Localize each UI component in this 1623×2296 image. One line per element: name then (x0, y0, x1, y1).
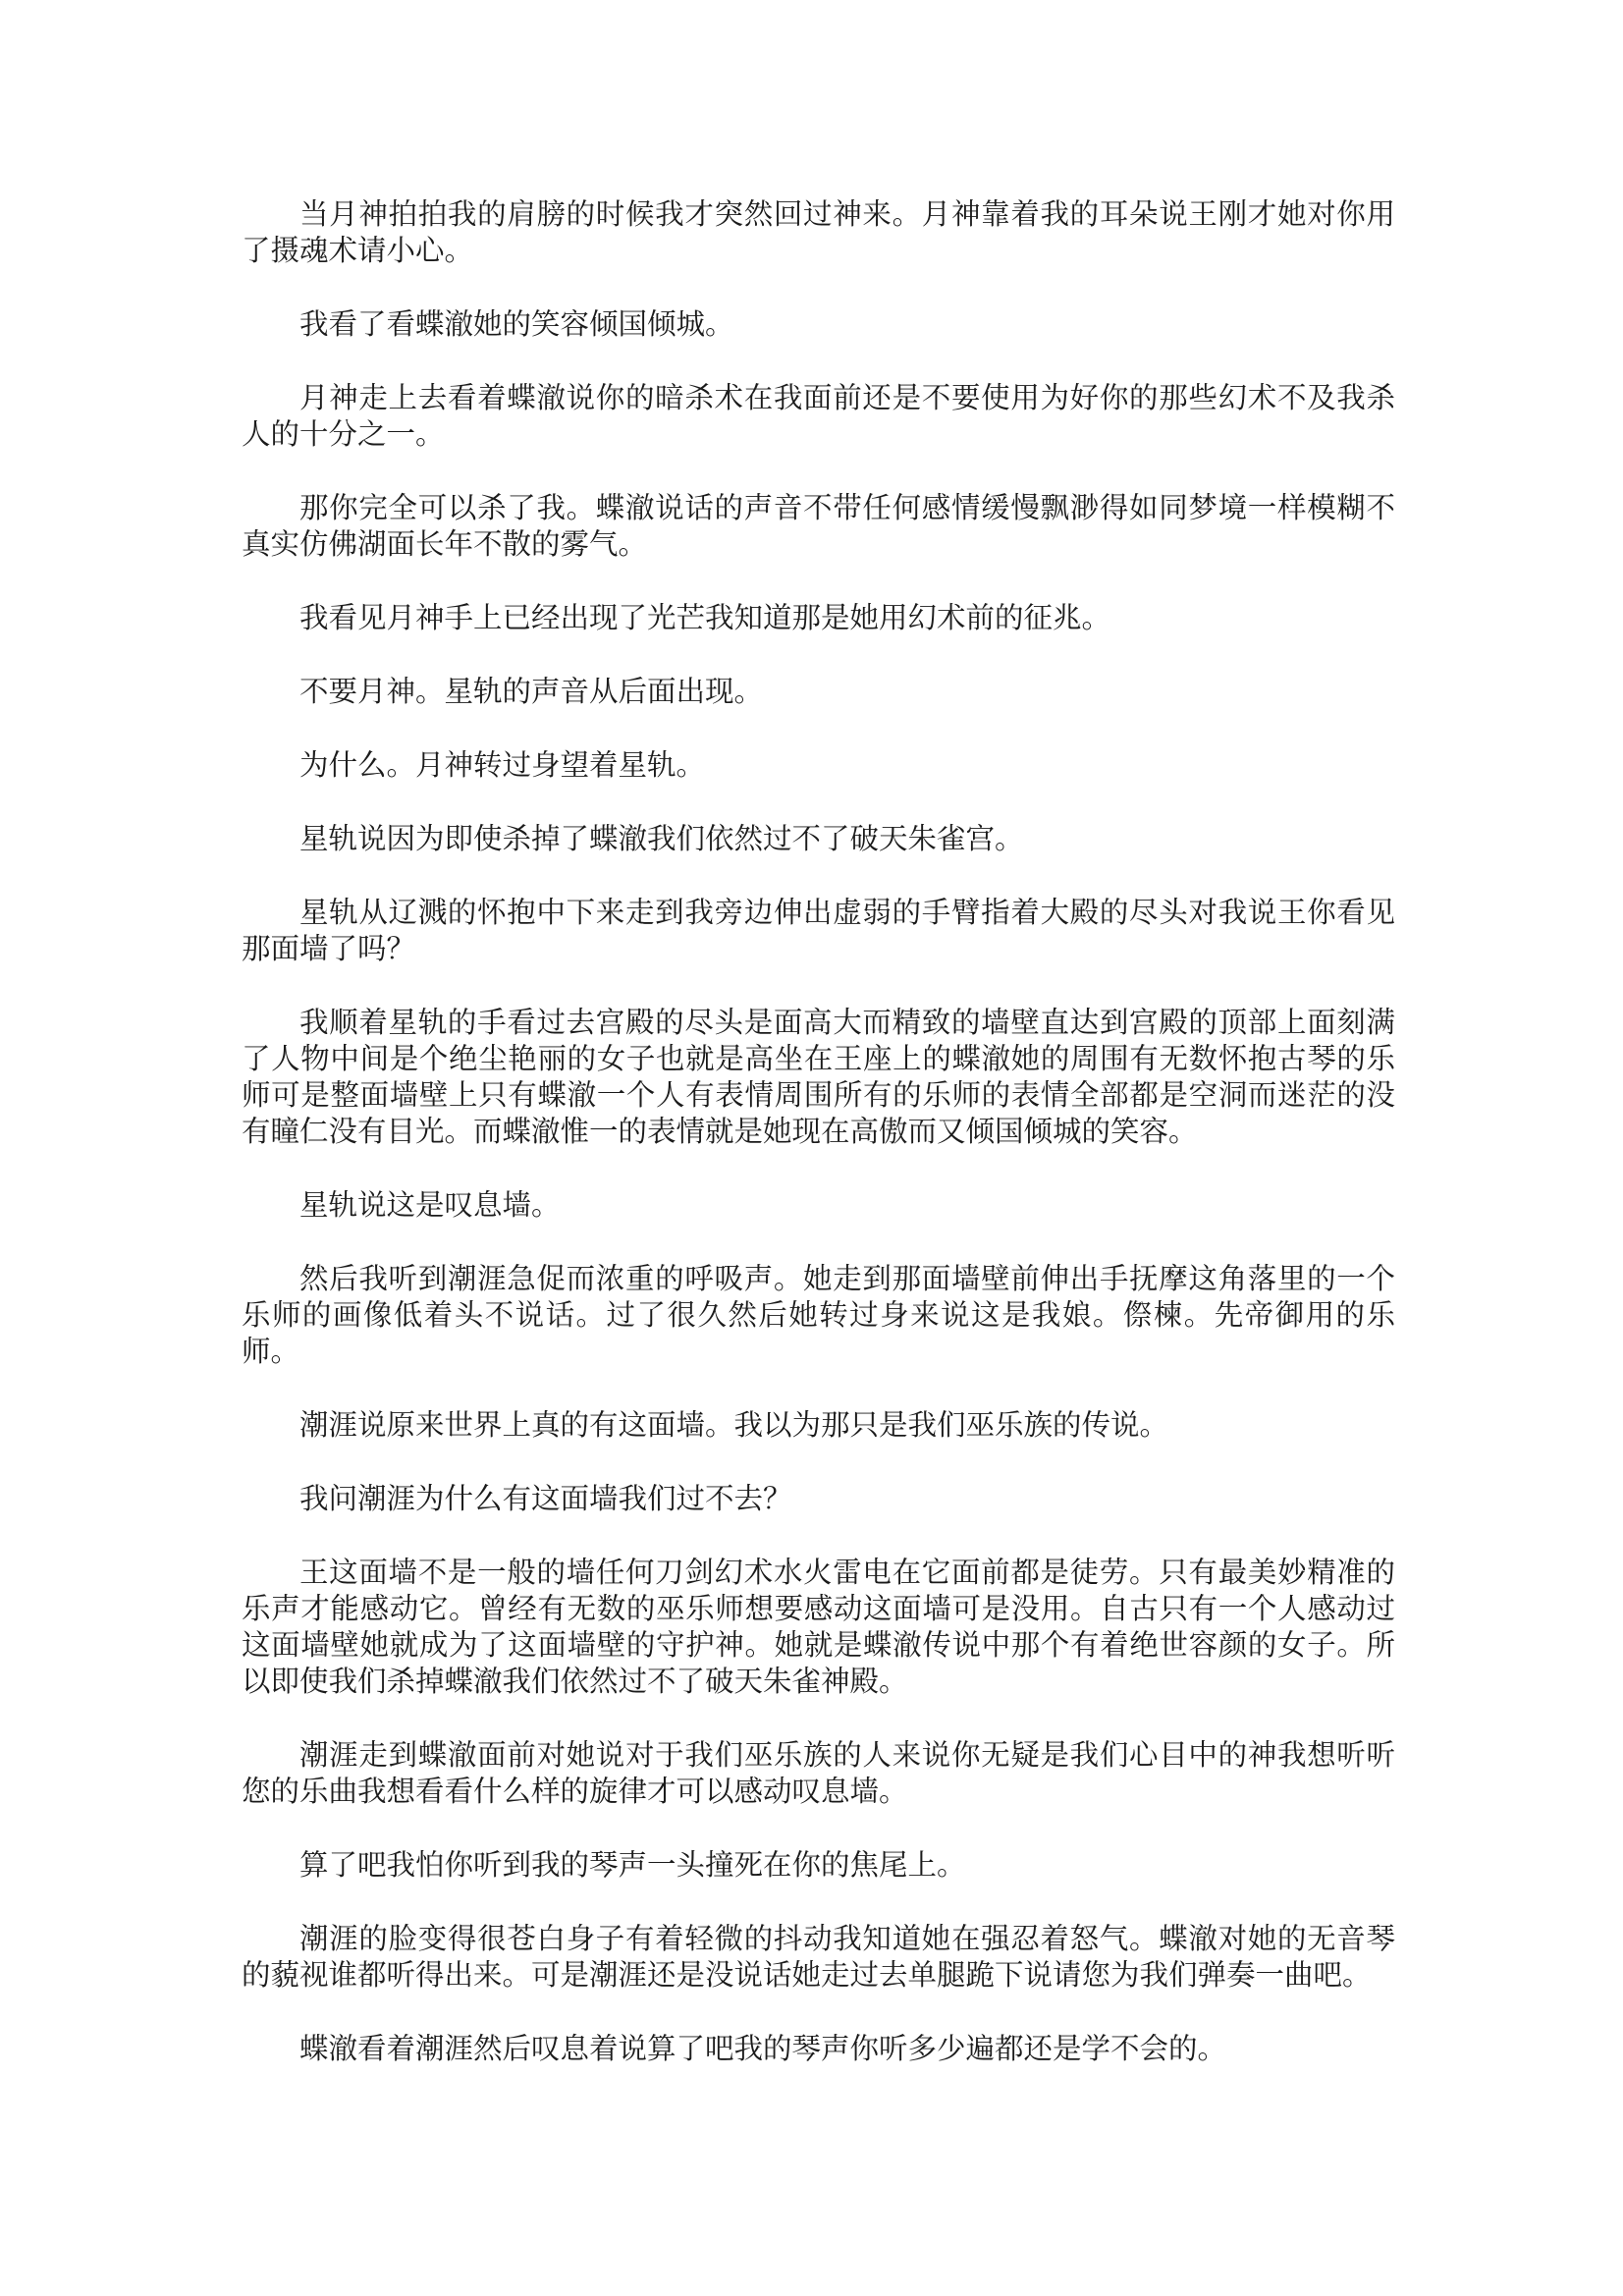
paragraph: 潮涯走到蝶澈面前对她说对于我们巫乐族的人来说你无疑是我们心目中的神我想听听您的乐曲我想看看什么样的旋律才可以感动叹息墙。 (242, 1740, 1395, 1808)
paragraph: 蝶澈看着潮涯然后叹息着说算了吧我的琴声你听多少遍都还是学不会的。 (299, 2034, 1227, 2065)
paragraph: 我看见月神手上已经出现了光芒我知道那是她用幻术前的征兆。 (299, 603, 1111, 634)
paragraph: 然后我听到潮涯急促而浓重的呼吸声。她走到那面墙壁前伸出手抚摩这角落里的一个乐师的画像低着头不说话。过了很久然后她转过身来说这是我娘。傺楝。先帝御用的乐师。 (242, 1264, 1395, 1368)
paragraph: 潮涯说原来世界上真的有这面墙。我以为那只是我们巫乐族的传说。 (299, 1410, 1169, 1442)
paragraph: 月神走上去看着蝶澈说你的暗杀术在我面前还是不要使用为好你的那些幻术不及我杀人的十分之一。 (242, 383, 1395, 451)
paragraph: 星轨说这是叹息墙。 (299, 1190, 561, 1222)
paragraph: 我看了看蝶澈她的笑容倾国倾城。 (299, 309, 734, 341)
paragraph: 算了吧我怕你听到我的琴声一头撞死在你的焦尾上。 (299, 1850, 966, 1882)
document-text-block (242, 197, 1395, 2068)
paragraph: 我问潮涯为什么有这面墙我们过不去？ (299, 1484, 792, 1515)
paragraph: 为什么。月神转过身望着星轨。 (299, 750, 706, 782)
paragraph: 星轨从辽溅的怀抱中下来走到我旁边伸出虚弱的手臂指着大殿的尽头对我说王你看见那面墙了吗？ (242, 898, 1395, 965)
paragraph: 王这面墙不是一般的墙任何刀剑幻术水火雷电在它面前都是徒劳。只有最美妙精准的乐声才能感动它。曾经有无数的巫乐师想要感动这面墙可是没用。自古只有一个人感动过这面墙壁她就成为了这面墙壁的守护神。她就是蝶澈传说中那个有着绝世容颜的女子。所以即使我们杀掉蝶澈我们依然过不了破天朱雀神殿。 (242, 1558, 1395, 1698)
paragraph: 潮涯的脸变得很苍白身子有着轻微的抖动我知道她在强忍着怒气。蝶澈对她的无音琴的藐视谁都听得出来。可是潮涯还是没说话她走过去单腿跪下说请您为我们弹奏一曲吧。 (242, 1924, 1395, 1992)
paragraph: 那你完全可以杀了我。蝶澈说话的声音不带任何感情缓慢飘渺得如同梦境一样模糊不真实仿佛湖面长年不散的雾气。 (242, 493, 1395, 561)
paragraph: 星轨说因为即使杀掉了蝶澈我们依然过不了破天朱雀宫。 (299, 824, 1024, 855)
paragraph: 不要月神。星轨的声音从后面出现。 (299, 677, 764, 708)
paragraph: 当月神拍拍我的肩膀的时候我才突然回过神来。月神靠着我的耳朵说王刚才她对你用了摄魂术请小心。 (242, 199, 1395, 267)
paragraph: 我顺着星轨的手看过去宫殿的尽头是面高大而精致的墙壁直达到宫殿的顶部上面刻满了人物中间是个绝尘艳丽的女子也就是高坐在王座上的蝶澈她的周围有无数怀抱古琴的乐师可是整面墙壁上只有蝶澈一个人有表情周围所有的乐师的表情全部都是空洞而迷茫的没有瞳仁没有目光。而蝶澈惟一的表情就是她现在高傲而又倾国倾城的笑容。 (242, 1008, 1395, 1148)
